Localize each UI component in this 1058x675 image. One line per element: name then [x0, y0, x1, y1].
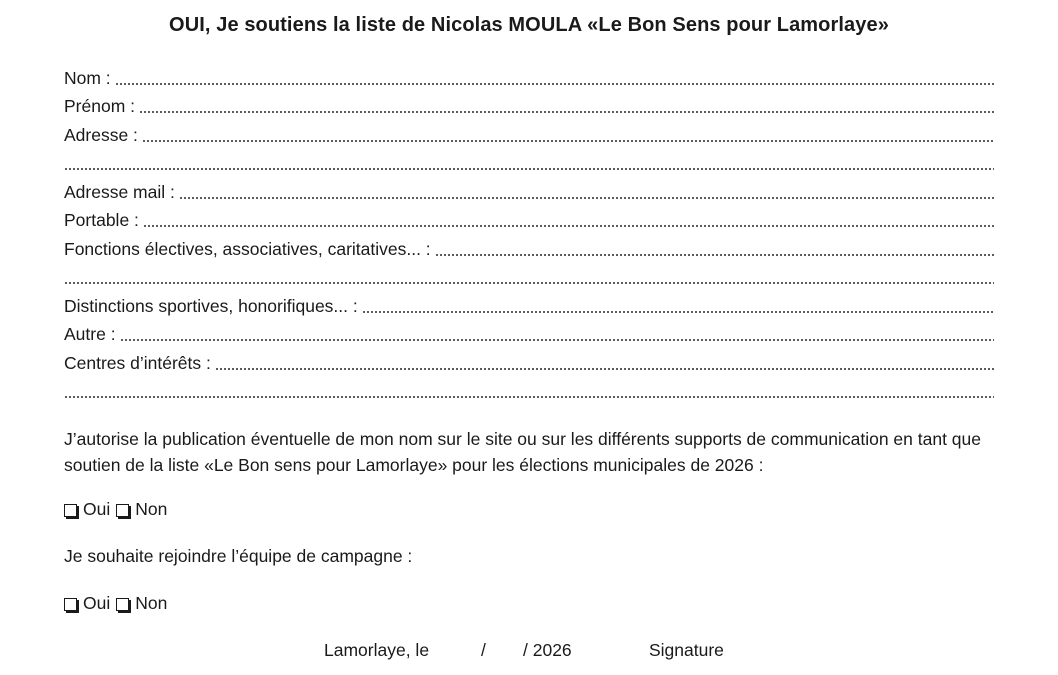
- fonctions-field[interactable]: [64, 238, 994, 260]
- autre-dotted-line: [120, 339, 994, 341]
- form-title: OUI, Je soutiens la liste de Nicolas MOULA «Le Bon Sens pour Lamorlaye»: [169, 14, 889, 36]
- autre-label: Autre :: [64, 324, 116, 344]
- prenom-field[interactable]: [64, 95, 994, 117]
- autre-field[interactable]: [64, 323, 994, 345]
- adresse-continuation-field[interactable]: [64, 152, 994, 174]
- fonctions-continuation-dotted-line: [64, 282, 994, 284]
- adresse-mail-field[interactable]: [64, 181, 994, 203]
- distinctions-label: Distinctions sportives, honorifiques... :: [64, 296, 358, 316]
- adresse-field[interactable]: [64, 124, 994, 146]
- centres-continuation-field[interactable]: [64, 380, 994, 402]
- adresse-mail-dotted-line: [179, 197, 994, 199]
- adresse-dotted-line: [142, 140, 994, 142]
- authorization-non-label: Non: [135, 498, 168, 519]
- authorization-oui-checkbox[interactable]: [64, 504, 77, 517]
- fonctions-continuation-field[interactable]: [64, 266, 994, 288]
- nom-field[interactable]: [64, 67, 994, 89]
- authorization-oui-label: Oui: [83, 498, 111, 519]
- portable-field[interactable]: [64, 209, 994, 231]
- centres-continuation-dotted-line: [64, 396, 994, 398]
- campaign-text: Je souhaite rejoindre l’équipe de campagne :: [64, 546, 413, 566]
- campaign-choices: [64, 592, 173, 614]
- adresse-label: Adresse :: [64, 125, 138, 145]
- authorization-non-checkbox[interactable]: [116, 504, 129, 517]
- portable-dotted-line: [143, 225, 994, 227]
- centres-field[interactable]: [64, 352, 994, 374]
- authorization-text: J’autorise la publication éventuelle de mon nom sur le site ou sur les différents supports de communication en tant que soutien de la liste «Le Bon sens pour Lamorlaye» pour les élections municipales de 2026 :: [64, 429, 982, 475]
- footer-signature: Signature: [649, 640, 724, 660]
- campaign-oui-checkbox[interactable]: [64, 598, 77, 611]
- nom-dotted-line: [115, 83, 994, 85]
- centres-dotted-line: [215, 368, 994, 370]
- campaign-non-checkbox[interactable]: [116, 598, 129, 611]
- adresse-mail-label: Adresse mail :: [64, 182, 175, 202]
- portable-label: Portable :: [64, 210, 139, 230]
- footer-year: / 2026: [523, 640, 572, 660]
- footer-date-slash: /: [481, 640, 486, 660]
- distinctions-dotted-line: [362, 311, 994, 313]
- fonctions-label: Fonctions électives, associatives, caritatives... :: [64, 239, 431, 259]
- prenom-label: Prénom :: [64, 96, 135, 116]
- fonctions-dotted-line: [435, 254, 994, 256]
- adresse-continuation-dotted-line: [64, 168, 994, 170]
- prenom-dotted-line: [139, 111, 994, 113]
- campaign-non-label: Non: [135, 592, 168, 613]
- footer-place-date: Lamorlaye, le: [324, 640, 430, 660]
- campaign-oui-label: Oui: [83, 592, 111, 613]
- distinctions-field[interactable]: [64, 295, 994, 317]
- authorization-choices: [64, 498, 173, 520]
- nom-label: Nom :: [64, 68, 111, 88]
- centres-label: Centres d’intérêts :: [64, 353, 211, 373]
